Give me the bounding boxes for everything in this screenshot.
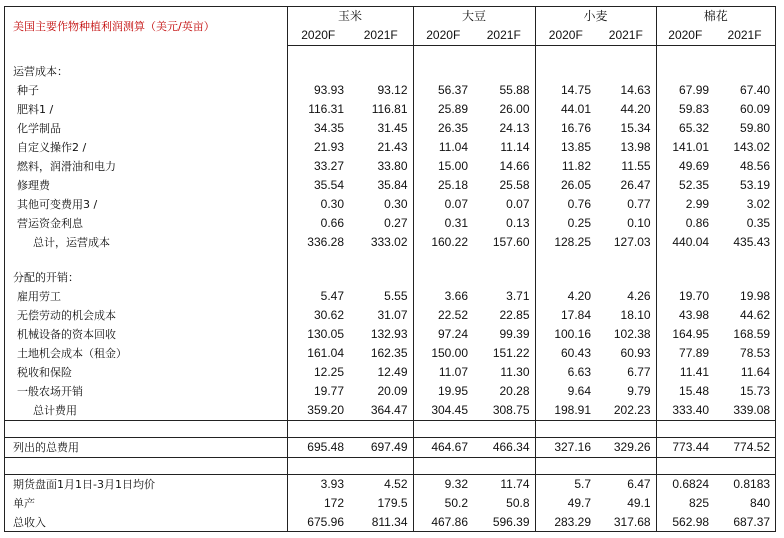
crop-header: 玉米 bbox=[287, 7, 413, 26]
value-cell: 467.86 bbox=[413, 513, 473, 532]
blank-cell bbox=[349, 458, 413, 475]
value-cell: 695.48 bbox=[287, 438, 349, 458]
blank-cell bbox=[349, 62, 413, 81]
value-cell: 811.34 bbox=[371, 515, 408, 529]
value-cell: 52.35 bbox=[656, 176, 714, 195]
value-cell: 15.34 bbox=[620, 121, 651, 135]
year-header: 2021F bbox=[596, 26, 656, 46]
value-cell: 202.23 bbox=[596, 401, 656, 421]
value-cell: 11.04 bbox=[413, 138, 473, 157]
row-label: 总计费用 bbox=[5, 401, 287, 421]
value-cell: 77.89 bbox=[656, 344, 714, 363]
value-cell: 93.93 bbox=[287, 81, 349, 100]
blank-cell bbox=[596, 62, 656, 81]
blank-cell bbox=[413, 62, 473, 81]
row-label: 其他可变费用3 / bbox=[17, 198, 98, 211]
allocated-row bbox=[5, 325, 775, 344]
value-cell: 11.74 bbox=[473, 475, 535, 495]
value-cell: 19.70 bbox=[656, 287, 714, 306]
value-cell: 26.00 bbox=[499, 102, 530, 116]
value-cell: 0.77 bbox=[627, 197, 651, 211]
operating-row bbox=[5, 138, 775, 157]
value-cell: 25.58 bbox=[499, 178, 530, 192]
value-cell: 4.52 bbox=[349, 475, 413, 495]
value-cell: 3.02 bbox=[746, 197, 771, 211]
row-label: 总收入 bbox=[13, 516, 46, 529]
value-cell: 13.98 bbox=[620, 140, 651, 154]
year-header: 2020F bbox=[413, 26, 473, 46]
value-cell: 12.49 bbox=[377, 365, 408, 379]
value-cell: 49.69 bbox=[656, 157, 714, 176]
allocated-total-row bbox=[5, 401, 775, 421]
value-cell: 2.99 bbox=[656, 195, 714, 214]
blank-cell bbox=[714, 268, 775, 287]
row-label: 雇用劳工 bbox=[17, 290, 61, 303]
spacer-row bbox=[5, 458, 775, 475]
value-cell: 60.93 bbox=[620, 346, 651, 360]
value-cell: 0.13 bbox=[506, 216, 530, 230]
value-cell: 21.93 bbox=[287, 138, 349, 157]
row-label: 营运资金利息 bbox=[17, 217, 83, 230]
value-cell: 35.54 bbox=[287, 176, 349, 195]
blank-cell bbox=[413, 46, 473, 63]
value-cell: 11.14 bbox=[500, 140, 530, 154]
blank-cell bbox=[535, 268, 596, 287]
value-cell: 6.63 bbox=[535, 363, 596, 382]
value-cell: 359.20 bbox=[287, 401, 349, 421]
value-cell: 102.38 bbox=[613, 327, 651, 341]
row-label: 列出的总费用 bbox=[5, 438, 287, 458]
value-cell: 0.10 bbox=[627, 216, 651, 230]
value-cell: 59.83 bbox=[656, 100, 714, 119]
blank-cell bbox=[287, 46, 349, 63]
value-cell: 336.28 bbox=[287, 233, 349, 252]
blank-cell bbox=[714, 46, 775, 63]
blank-cell bbox=[5, 252, 287, 268]
value-cell: 6.77 bbox=[627, 365, 651, 379]
operating-row bbox=[5, 100, 775, 119]
value-cell: 162.35 bbox=[370, 346, 408, 360]
value-cell: 97.24 bbox=[413, 325, 473, 344]
value-cell: 9.32 bbox=[413, 475, 473, 495]
blank-cell bbox=[714, 421, 775, 438]
row-label: 期货盘面1月1日-3月1日均价 bbox=[5, 475, 287, 495]
blank-cell bbox=[596, 421, 656, 438]
value-cell: 283.29 bbox=[535, 513, 596, 532]
blank-cell bbox=[714, 252, 775, 268]
spacer-row bbox=[5, 421, 775, 438]
value-cell: 19.95 bbox=[413, 382, 473, 401]
year-header: 2020F bbox=[535, 26, 596, 46]
operating-row bbox=[5, 195, 775, 214]
blank-cell bbox=[596, 46, 656, 63]
operating-row bbox=[5, 157, 775, 176]
value-cell: 11.30 bbox=[500, 365, 530, 379]
row-label: 种子 bbox=[17, 84, 39, 97]
value-cell: 26.05 bbox=[535, 176, 596, 195]
value-cell: 18.10 bbox=[620, 308, 651, 322]
value-cell: 151.22 bbox=[492, 346, 530, 360]
row-label: 土地机会成本（租金） bbox=[17, 347, 127, 360]
row-label: 单产 bbox=[13, 497, 35, 510]
row-label: 修理费 bbox=[17, 179, 50, 192]
value-cell: 15.73 bbox=[740, 384, 771, 398]
crop-header: 棉花 bbox=[656, 7, 775, 26]
value-cell: 26.47 bbox=[620, 178, 651, 192]
value-cell: 0.35 bbox=[746, 216, 771, 230]
blank-cell bbox=[473, 458, 535, 475]
value-cell: 5.7 bbox=[535, 475, 596, 495]
operating-row bbox=[5, 214, 775, 233]
value-cell: 327.16 bbox=[535, 438, 596, 458]
section-allocated bbox=[5, 268, 775, 287]
blank-cell bbox=[535, 46, 596, 63]
blank-cell bbox=[714, 62, 775, 81]
value-cell: 116.31 bbox=[287, 100, 349, 119]
value-cell: 22.52 bbox=[413, 306, 473, 325]
value-cell: 464.67 bbox=[413, 438, 473, 458]
value-cell: 13.85 bbox=[535, 138, 596, 157]
blank-cell bbox=[473, 252, 535, 268]
value-cell: 0.31 bbox=[413, 214, 473, 233]
value-cell: 50.2 bbox=[413, 494, 473, 513]
year-header: 2021F bbox=[349, 26, 413, 46]
value-cell: 825 bbox=[656, 494, 714, 513]
blank-cell bbox=[656, 46, 714, 63]
value-cell: 3.71 bbox=[506, 289, 530, 303]
value-cell: 20.09 bbox=[377, 384, 408, 398]
value-cell: 6.47 bbox=[596, 475, 656, 495]
footer-row bbox=[5, 494, 775, 513]
blank-cell bbox=[349, 421, 413, 438]
blank-cell bbox=[413, 252, 473, 268]
blank-cell bbox=[473, 268, 535, 287]
value-cell: 48.56 bbox=[740, 159, 771, 173]
value-cell: 11.55 bbox=[621, 159, 651, 173]
year-header: 2021F bbox=[473, 26, 535, 46]
operating-row bbox=[5, 176, 775, 195]
blank-cell bbox=[596, 268, 656, 287]
blank-cell bbox=[596, 458, 656, 475]
value-cell: 168.59 bbox=[733, 327, 771, 341]
value-cell: 30.62 bbox=[287, 306, 349, 325]
value-cell: 44.20 bbox=[620, 102, 651, 116]
value-cell: 31.45 bbox=[377, 121, 408, 135]
value-cell: 5.55 bbox=[384, 289, 408, 303]
blank-cell bbox=[349, 268, 413, 287]
spacer-row bbox=[5, 252, 775, 268]
listed-total-row bbox=[5, 438, 775, 458]
year-header: 2020F bbox=[656, 26, 714, 46]
value-cell: 466.34 bbox=[473, 438, 535, 458]
value-cell: 317.68 bbox=[613, 515, 651, 529]
value-cell: 128.25 bbox=[535, 233, 596, 252]
value-cell: 78.53 bbox=[740, 346, 771, 360]
row-label: 一般农场开销 bbox=[17, 385, 83, 398]
value-cell: 14.75 bbox=[535, 81, 596, 100]
value-cell: 562.98 bbox=[656, 513, 714, 532]
value-cell: 130.05 bbox=[287, 325, 349, 344]
value-cell: 25.18 bbox=[413, 176, 473, 195]
blank-cell bbox=[287, 268, 349, 287]
value-cell: 56.37 bbox=[413, 81, 473, 100]
blank-cell bbox=[473, 62, 535, 81]
value-cell: 0.27 bbox=[384, 216, 408, 230]
blank-cell bbox=[656, 62, 714, 81]
value-cell: 333.02 bbox=[370, 235, 408, 249]
blank-cell bbox=[349, 252, 413, 268]
value-cell: 329.26 bbox=[596, 438, 656, 458]
value-cell: 19.77 bbox=[287, 382, 349, 401]
value-cell: 172 bbox=[287, 494, 349, 513]
row-label: 自定义操作2 / bbox=[17, 141, 87, 154]
value-cell: 14.63 bbox=[620, 83, 651, 97]
value-cell: 11.64 bbox=[740, 365, 771, 379]
value-cell: 15.00 bbox=[413, 157, 473, 176]
value-cell: 3.66 bbox=[413, 287, 473, 306]
blank-cell bbox=[287, 458, 349, 475]
blank-cell bbox=[656, 252, 714, 268]
footer-row bbox=[5, 513, 775, 532]
value-cell: 0.6824 bbox=[656, 475, 714, 495]
blank-cell bbox=[473, 421, 535, 438]
value-cell: 20.28 bbox=[499, 384, 530, 398]
value-cell: 5.47 bbox=[287, 287, 349, 306]
blank-cell bbox=[656, 458, 714, 475]
section-operating bbox=[5, 62, 775, 81]
blank-cell bbox=[287, 62, 349, 81]
blank-cell bbox=[287, 252, 349, 268]
value-cell: 44.62 bbox=[740, 308, 771, 322]
value-cell: 9.79 bbox=[627, 384, 651, 398]
value-cell: 15.48 bbox=[656, 382, 714, 401]
value-cell: 11.82 bbox=[535, 157, 596, 176]
row-label: 无偿劳动的机会成本 bbox=[17, 309, 116, 322]
value-cell: 3.93 bbox=[287, 475, 349, 495]
value-cell: 67.40 bbox=[740, 83, 771, 97]
value-cell: 59.80 bbox=[740, 121, 771, 135]
value-cell: 43.98 bbox=[656, 306, 714, 325]
value-cell: 774.52 bbox=[714, 438, 775, 458]
row-label: 化学制品 bbox=[17, 122, 61, 135]
blank-cell bbox=[596, 252, 656, 268]
value-cell: 143.02 bbox=[733, 140, 771, 154]
value-cell: 164.95 bbox=[656, 325, 714, 344]
spacer-row bbox=[5, 46, 775, 63]
value-cell: 33.80 bbox=[377, 159, 408, 173]
value-cell: 0.66 bbox=[287, 214, 349, 233]
blank-cell bbox=[535, 421, 596, 438]
value-cell: 150.00 bbox=[413, 344, 473, 363]
value-cell: 697.49 bbox=[349, 438, 413, 458]
value-cell: 0.30 bbox=[384, 197, 408, 211]
row-label: 燃料，润滑油和电力 bbox=[17, 160, 116, 173]
value-cell: 9.64 bbox=[535, 382, 596, 401]
value-cell: 127.03 bbox=[613, 235, 651, 249]
value-cell: 675.96 bbox=[287, 513, 349, 532]
value-cell: 141.01 bbox=[656, 138, 714, 157]
value-cell: 99.39 bbox=[499, 327, 530, 341]
value-cell: 65.32 bbox=[656, 119, 714, 138]
year-header: 2020F bbox=[287, 26, 349, 46]
value-cell: 333.40 bbox=[656, 401, 714, 421]
allocated-row bbox=[5, 363, 775, 382]
section-label: 分配的开销： bbox=[13, 271, 79, 284]
footer-row bbox=[5, 475, 775, 495]
blank-cell bbox=[714, 458, 775, 475]
value-cell: 596.39 bbox=[492, 515, 530, 529]
blank-cell bbox=[413, 421, 473, 438]
crop-header: 小麦 bbox=[535, 7, 656, 26]
row-label: 机械设备的资本回收 bbox=[17, 328, 116, 341]
header-crops-row bbox=[5, 7, 775, 26]
value-cell: 0.07 bbox=[413, 195, 473, 214]
value-cell: 0.30 bbox=[287, 195, 349, 214]
value-cell: 26.35 bbox=[413, 119, 473, 138]
value-cell: 304.45 bbox=[413, 401, 473, 421]
value-cell: 773.44 bbox=[656, 438, 714, 458]
value-cell: 132.93 bbox=[370, 327, 408, 341]
value-cell: 55.88 bbox=[499, 83, 530, 97]
row-label: 肥料1 / bbox=[17, 103, 54, 116]
value-cell: 12.25 bbox=[287, 363, 349, 382]
value-cell: 116.81 bbox=[371, 102, 408, 116]
value-cell: 49.7 bbox=[535, 494, 596, 513]
value-cell: 19.98 bbox=[740, 289, 771, 303]
value-cell: 160.22 bbox=[413, 233, 473, 252]
section-label: 运营成本： bbox=[13, 65, 68, 78]
operating-row bbox=[5, 81, 775, 100]
row-label: 总计，运营成本 bbox=[33, 236, 110, 249]
blank-cell bbox=[5, 46, 287, 63]
value-cell: 60.43 bbox=[535, 344, 596, 363]
value-cell: 198.91 bbox=[535, 401, 596, 421]
table-title: 美国主要作物种植利润测算（美元/英亩） bbox=[13, 19, 215, 33]
value-cell: 50.8 bbox=[506, 496, 530, 510]
value-cell: 435.43 bbox=[733, 235, 771, 249]
blank-cell bbox=[413, 458, 473, 475]
allocated-row bbox=[5, 382, 775, 401]
value-cell: 49.1 bbox=[627, 496, 651, 510]
value-cell: 22.85 bbox=[499, 308, 530, 322]
value-cell: 11.07 bbox=[413, 363, 473, 382]
value-cell: 0.25 bbox=[535, 214, 596, 233]
blank-cell bbox=[535, 252, 596, 268]
value-cell: 161.04 bbox=[287, 344, 349, 363]
value-cell: 4.20 bbox=[535, 287, 596, 306]
blank-cell bbox=[5, 421, 287, 438]
value-cell: 308.75 bbox=[473, 401, 535, 421]
value-cell: 60.09 bbox=[740, 102, 771, 116]
value-cell: 53.19 bbox=[740, 178, 771, 192]
value-cell: 67.99 bbox=[656, 81, 714, 100]
value-cell: 0.8183 bbox=[714, 475, 775, 495]
crop-profit-table bbox=[5, 7, 775, 532]
value-cell: 24.13 bbox=[499, 121, 530, 135]
value-cell: 100.16 bbox=[535, 325, 596, 344]
value-cell: 16.76 bbox=[535, 119, 596, 138]
value-cell: 687.37 bbox=[733, 515, 771, 529]
value-cell: 440.04 bbox=[656, 233, 714, 252]
value-cell: 0.86 bbox=[656, 214, 714, 233]
value-cell: 157.60 bbox=[492, 235, 530, 249]
value-cell: 840 bbox=[750, 496, 771, 510]
value-cell: 44.01 bbox=[535, 100, 596, 119]
blank-cell bbox=[535, 62, 596, 81]
value-cell: 25.89 bbox=[413, 100, 473, 119]
operating-row bbox=[5, 119, 775, 138]
crop-header: 大豆 bbox=[413, 7, 535, 26]
value-cell: 179.5 bbox=[377, 496, 408, 510]
value-cell: 0.76 bbox=[535, 195, 596, 214]
year-header: 2021F bbox=[714, 26, 775, 46]
blank-cell bbox=[5, 458, 287, 475]
value-cell: 14.66 bbox=[499, 159, 530, 173]
value-cell: 21.43 bbox=[377, 140, 408, 154]
value-cell: 35.84 bbox=[377, 178, 408, 192]
blank-cell bbox=[287, 421, 349, 438]
operating-total-row bbox=[5, 233, 775, 252]
value-cell: 93.12 bbox=[377, 83, 408, 97]
allocated-row bbox=[5, 344, 775, 363]
blank-cell bbox=[535, 458, 596, 475]
blank-cell bbox=[349, 46, 413, 63]
blank-cell bbox=[656, 268, 714, 287]
value-cell: 31.07 bbox=[377, 308, 408, 322]
value-cell: 34.35 bbox=[287, 119, 349, 138]
row-label: 税收和保险 bbox=[17, 366, 72, 379]
blank-cell bbox=[473, 46, 535, 63]
value-cell: 17.84 bbox=[535, 306, 596, 325]
value-cell: 364.47 bbox=[349, 401, 413, 421]
allocated-row bbox=[5, 287, 775, 306]
blank-cell bbox=[656, 421, 714, 438]
value-cell: 339.08 bbox=[714, 401, 775, 421]
value-cell: 11.41 bbox=[656, 363, 714, 382]
blank-cell bbox=[413, 268, 473, 287]
value-cell: 33.27 bbox=[287, 157, 349, 176]
value-cell: 0.07 bbox=[506, 197, 530, 211]
value-cell: 4.26 bbox=[627, 289, 651, 303]
allocated-row bbox=[5, 306, 775, 325]
cost-table-frame bbox=[4, 6, 776, 532]
